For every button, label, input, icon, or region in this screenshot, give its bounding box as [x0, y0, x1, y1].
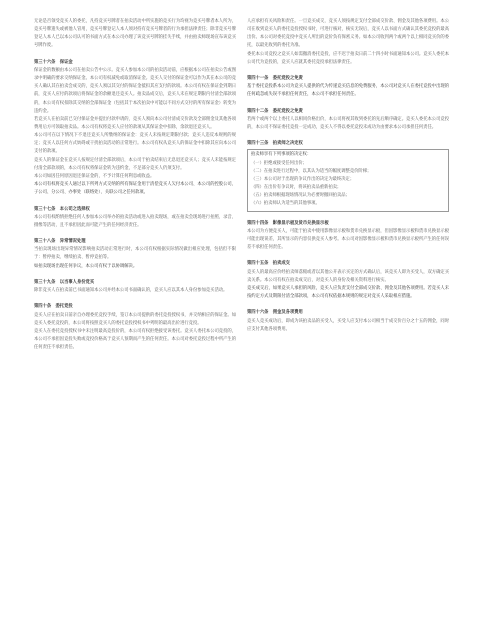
article-42-heading: 第四十二条 委托竞投之免责 [247, 108, 303, 114]
article-40-paragraph-1: 竞买人应在拍卖日前亲自办理委托竞投手续，签订本公司提供的委托竞投授权书，并交纳相应的保证金。如竞买人委托竞投的，本公司将按照竞买人的委托竞投授权书中列明的最高出价进行竞投。 [34, 312, 236, 326]
article-45-emphasis: 竞买成交后，如果竞买人承担的风险，竞买人应负责支付全部成交价款、佣金及其他各项费用。若竞买人未按约定方式及期限付清全部款项，本公司有权依据本规则的规定对竞买人采取相应措施。 [247, 285, 449, 300]
article-41-heading: 第四十一条 委托竞投之免责 [247, 76, 303, 82]
article-43-lead: 拍卖师享有下列事项的决定权： [251, 152, 312, 158]
article-36-paragraph-4: 竞买人的保证金在竞买人按规定付清全部款项后，本公司于拍卖结束后无息退还竞买人；竞买人未能按规定付清全部款项的，本公司有权将保证金转为违约金，不足部分竞买人仍须支付。 [34, 157, 236, 171]
intro-paragraph: 无论是否领受竞买人的委托，凡持竞买号牌者在拍卖活动中所实施的竞买行为均视为竞买号牌者本人所为，竞买号牌遗失或被他人冒用，竞买号牌登记人本人须对持有竞买号牌者的行为承担法律责任；除非竞买号牌登记人本人已以本公司认可的书面方式在本公司办理了该竞买号牌的挂失手续，并由拍卖师现场宣布该竞买号牌作废。 [34, 19, 236, 49]
article-36-paragraph-1: 保证金的数额由本公司在拍卖公告中公示。竞买人参加本公司的拍卖活动前，应根据本公司在拍卖公告或图录中明确的要求交纳保证金。本公司有权减免或取消保证金。竞买人交付的保证金可以作为其在本公司的竞买人确认其在拍卖会成交的，竞买人须以其交付的保证金抵扣其应支付的款项。本公司有权在保证金到期日前，竞买人应付的款项后将保证金的余额退还竞买人。拍卖品成交后，竞买人未在规定期限内付清全部款项的，本公司有权扣除其交纳的全部保证金（包括其于本次拍卖中可能以不同方式交付的所有保证金）转变为违约金。 [34, 67, 236, 114]
article-37-paragraph: 本公司有权酌情拒绝任何人参加本公司举办的拍卖活动或进入拍卖现场，或在拍卖会现场进行拍照、录音、摄像等活动，且不承担因此而可能产生的任何经济责任。 [34, 214, 236, 228]
right-column [247, 18, 449, 334]
article-36-paragraph-5: 本公司如因任何原因退还保证金的，不予计算任何利息或收益。 [34, 173, 155, 179]
article-39-heading: 第三十九条 以当事人身份竞买 [34, 279, 95, 285]
list-item: （三）本公司对于出现的争议作出的决定为最终决定； [251, 176, 355, 182]
article-38-note: 如拍卖现场出现任何争议，本公司有权于以协调解决。 [34, 263, 138, 269]
article-40-heading: 第四十条 委托竞投 [34, 304, 73, 310]
right-intro-paragraph: 人应承担有关风险和责任。一旦竞买成交，竞买人须按规定支付全部成交价款、佣金及其他各项费用。本公司在收到竞买人的委托竞投授权书时，可进行核对，核实无误后，竞买人以书面方式确认其委托竞投的最高出价。本公司对委托竞投中竞买人所出的竞价负有保密义务。如本公司收到两个或两个以上相同竞买价的委托，以最先收到的委托为准。 [247, 19, 449, 49]
article-38-paragraph: 当拍卖现场出现异常情况影响拍卖活动正常进行时，本公司有权根据实际情况做出相应处理，包括但不限于：暂停拍卖、继续拍卖、暂停竞拍等。 [34, 247, 236, 261]
article-43-box [247, 149, 449, 211]
article-45-paragraph: 竞买人的最高应价经拍卖师落槌或者以其他公开表示买定的方式确认后，该竞买人即为买受人，双方确定买卖关系。本公司有权在拍卖成交后，对竞买人的身份及相关资料进行核实。 [247, 269, 449, 283]
article-41-paragraph: 基于委托竞投系本公司为竞买人提供的代为传递竞买信息的免费服务，本公司对竞买人在委托竞投中出现的任何疏忽或失误不承担任何责任，本公司不承担任何责任。 [247, 84, 449, 98]
article-43-heading: 第四十三条 拍卖师之决定权 [247, 141, 303, 147]
article-45-heading: 第四十五条 拍卖成交 [247, 261, 290, 267]
left-column [34, 18, 236, 352]
right-intro-paragraph-2: 委托本公司竞投之竞买人如需撤消委托竞投，应不迟于拍卖日前二十四小时书面通知本公司。竞买人委托本公司代为竞投的，竞买人应就其委托竞投承担法律责任。 [247, 51, 449, 65]
article-43-list [251, 160, 445, 209]
article-37-heading: 第三十七条 本公司之选择权 [34, 206, 90, 212]
article-46-heading: 第四十六条 佣金及各项费用 [247, 310, 303, 316]
article-44-heading: 第四十四条 影像显示板及货币兑换显示板 [247, 220, 329, 226]
article-36-paragraph-6: 本公司有权将竞买人通过以下所列方式交纳的所有保证金用于清偿竞买人欠付本公司、本公司的控股公司、子公司、分公司、办事处（联络处）、关联公司之任何款项。 [34, 182, 236, 196]
article-44-paragraph: 本公司为方便竞买人，可能于拍卖中使用影像显示板和货币兑换显示板，但因影像显示板和货币兑换显示板可能出现误差，其所显示的内容仅供竞买人参考。本公司对因影像显示板和货币兑换显示板所产生的任何误差不承担任何责任。 [247, 228, 449, 251]
list-item: （一）拒绝或接受任何出价； [251, 160, 307, 166]
article-36-paragraph-3: 本公司可在以下情况下不退还竞买人所缴纳的保证金：竞买人未按规定期限付款；竞买人违反本规则的规定；竞买人以任何方式妨碍或干扰拍卖活动的正常进行。本公司有权从竞买人的保证金中扣除其应向本公司支付的款项。 [34, 133, 236, 155]
article-42-paragraph: 若两个或两个以上委托人以相同价格出价，本公司将视其收到委托的先后顺序确定。竞买人委托本公司竞投的，本公司不保证委托竞投一定成功，竞买人不得以委托竞投未成功为由要求本公司承担任何责任。 [247, 116, 449, 130]
article-39-paragraph: 除非竞买人在拍卖前已书面通知本公司并经本公司书面确认的，竞买人应以其本人身份参加竞买活动。 [34, 288, 228, 294]
article-46-paragraph: 竞买人竞买成功后，即成为该拍卖品的买受人，买受人应支付本公司相当于成交价百分之十五的佣金，同时应支付其他各项费用。 [247, 318, 449, 332]
list-item: （六）拍卖师认为适当的其他事项。 [251, 201, 320, 207]
article-36-paragraph-2: 若竞买人在拍卖前已交付保证金并提出付款申请的，竞买人须向本公司付清成交价款及全部佣金及其他各项费用后方可领取拍卖品。本公司有权将竞买人应付的款项从其保证金中扣除，余款退还竞买人。 [34, 116, 236, 131]
article-38-heading: 第三十八条 异常情况处理 [34, 239, 86, 245]
list-item: （二）在拍卖进行过程中，以其认为适当的幅度调整竞价阶梯； [251, 168, 372, 174]
list-item: （五）拍卖师根据现场情况认为必要时撤回拍卖品； [251, 193, 350, 199]
list-item: （四）在出价有争议时，将该拍卖品重新拍卖； [251, 185, 342, 191]
article-40-paragraph-2: 竞买人在委托竞投授权书中未注明最高竞投价的，本公司有权拒绝接受该委托。竞买人委托本公司竞投的，本公司不承担因竞投失败或竞投价格高于竞买人预期而产生的任何责任。本公司对委托竞投过程中所产生的任何责任不承担责任。 [34, 328, 236, 351]
article-36-heading: 第三十六条 保证金 [34, 59, 73, 65]
